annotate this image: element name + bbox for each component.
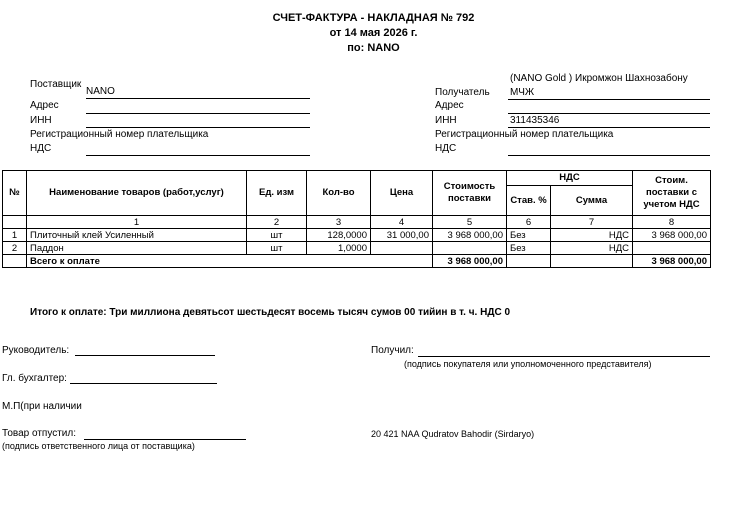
recipient-reg-label: Регистрационный номер плательщика: [435, 129, 614, 140]
received-note: (подпись покупателя или уполномоченного представителя): [404, 359, 652, 369]
header-name: Наименование товаров (работ,услуг): [27, 171, 247, 216]
row-unit: шт: [247, 242, 307, 255]
released-label: Товар отпустил:: [2, 428, 76, 439]
col-number: 8: [633, 216, 711, 229]
supplier-vat-line: [86, 155, 310, 156]
director-label: Руководитель:: [2, 345, 70, 356]
recipient-vat-label: НДС: [435, 143, 457, 154]
totals-cost: 3 968 000,00: [433, 255, 507, 268]
row-cost: 3 968 000,00: [433, 229, 507, 242]
supplier-line: [86, 98, 310, 99]
header-price: Цена: [371, 171, 433, 216]
supplier-inn-label: ИНН: [30, 115, 52, 126]
invoice-date: от 14 мая 2026 г.: [329, 27, 418, 39]
recipient-value-line1: (NANO Gold ) Икромжон Шахнозабону: [510, 73, 688, 84]
col-number: 3: [307, 216, 371, 229]
recipient-inn-label: ИНН: [435, 115, 457, 126]
row-vat-sum: НДС: [551, 229, 633, 242]
supplier-address-line: [86, 113, 310, 114]
row-num: 1: [3, 229, 27, 242]
header-vat-sum: Сумма: [551, 186, 633, 216]
recipient-inn-value: 311435346: [510, 115, 560, 126]
col-number: 4: [371, 216, 433, 229]
header-qty: Кол-во: [307, 171, 371, 216]
supplier-inn-line: [86, 127, 310, 128]
row-num: 2: [3, 242, 27, 255]
released-note: (подпись ответственного лица от поставщика): [2, 441, 195, 451]
recipient-address-line: [508, 113, 710, 114]
supplier-vat-label: НДС: [30, 143, 52, 154]
totals-spacer: [3, 255, 27, 268]
header-cost: Стоимость поставки: [433, 171, 507, 216]
released-signature-line: [84, 439, 246, 440]
recipient-line: [508, 99, 710, 100]
col-number: 7: [551, 216, 633, 229]
director-signature-line: [75, 355, 215, 356]
row-name: Плиточный клей Усиленный: [27, 229, 247, 242]
row-qty: 1,0000: [307, 242, 371, 255]
invoice-by: по: NANO: [347, 42, 400, 54]
table-header-row: [3, 171, 711, 186]
totals-vat-sum: [551, 255, 633, 268]
row-unit: шт: [247, 229, 307, 242]
row-price: [371, 242, 433, 255]
table-row: [3, 229, 711, 242]
row-total: 3 968 000,00: [633, 229, 711, 242]
received-signature-line: [418, 356, 710, 357]
row-total: [633, 242, 711, 255]
header-total: Стоим. поставки с учетом НДС: [633, 171, 711, 216]
header-num: №: [3, 171, 27, 216]
payment-summary: Итого к оплате: Три миллиона девятьсот шестьдесят восемь тысяч сумов 00 тийин в т. ч. НДС 0: [30, 307, 511, 318]
row-price: 31 000,00: [371, 229, 433, 242]
row-qty: 128,0000: [307, 229, 371, 242]
header-unit: Ед. изм: [247, 171, 307, 216]
supplier-value: NANO: [86, 86, 115, 97]
supplier-reg-label: Регистрационный номер плательщика: [30, 129, 209, 140]
header-vat-rate: Став. %: [507, 186, 551, 216]
col-number: 1: [27, 216, 247, 229]
totals-vat-rate: [507, 255, 551, 268]
recipient-vat-line: [508, 155, 710, 156]
header-vat-group: НДС: [507, 171, 633, 186]
recipient-label: Получатель: [435, 87, 490, 98]
row-vat-rate: Без: [507, 242, 551, 255]
table-row: [3, 242, 711, 255]
invoice-table: [2, 170, 711, 268]
row-vat-sum: НДС: [551, 242, 633, 255]
invoice-title: СЧЕТ-ФАКТУРА - НАКЛАДНАЯ № 792: [272, 12, 475, 24]
totals-total: 3 968 000,00: [633, 255, 711, 268]
row-cost: [433, 242, 507, 255]
column-number-row: [3, 216, 711, 229]
driver-info: 20 421 NAA Qudratov Bahodir (Sirdaryo): [371, 429, 535, 439]
col-number: 6: [507, 216, 551, 229]
accountant-label: Гл. бухгалтер:: [2, 373, 67, 384]
recipient-address-label: Адрес: [435, 100, 464, 111]
col-number: 2: [247, 216, 307, 229]
recipient-value-line2: МЧЖ: [510, 87, 535, 98]
row-name: Паддон: [27, 242, 247, 255]
col-number: 5: [433, 216, 507, 229]
supplier-address-label: Адрес: [30, 100, 59, 111]
accountant-signature-line: [70, 383, 217, 384]
received-label: Получил:: [371, 345, 414, 356]
supplier-label: Поставщик: [30, 79, 82, 90]
row-vat-rate: Без: [507, 229, 551, 242]
totals-label: Всего к оплате: [27, 255, 433, 268]
totals-row: [3, 255, 711, 268]
col-number: [3, 216, 27, 229]
stamp-label: М.П(при наличии: [2, 401, 82, 412]
recipient-inn-line: [508, 127, 710, 128]
